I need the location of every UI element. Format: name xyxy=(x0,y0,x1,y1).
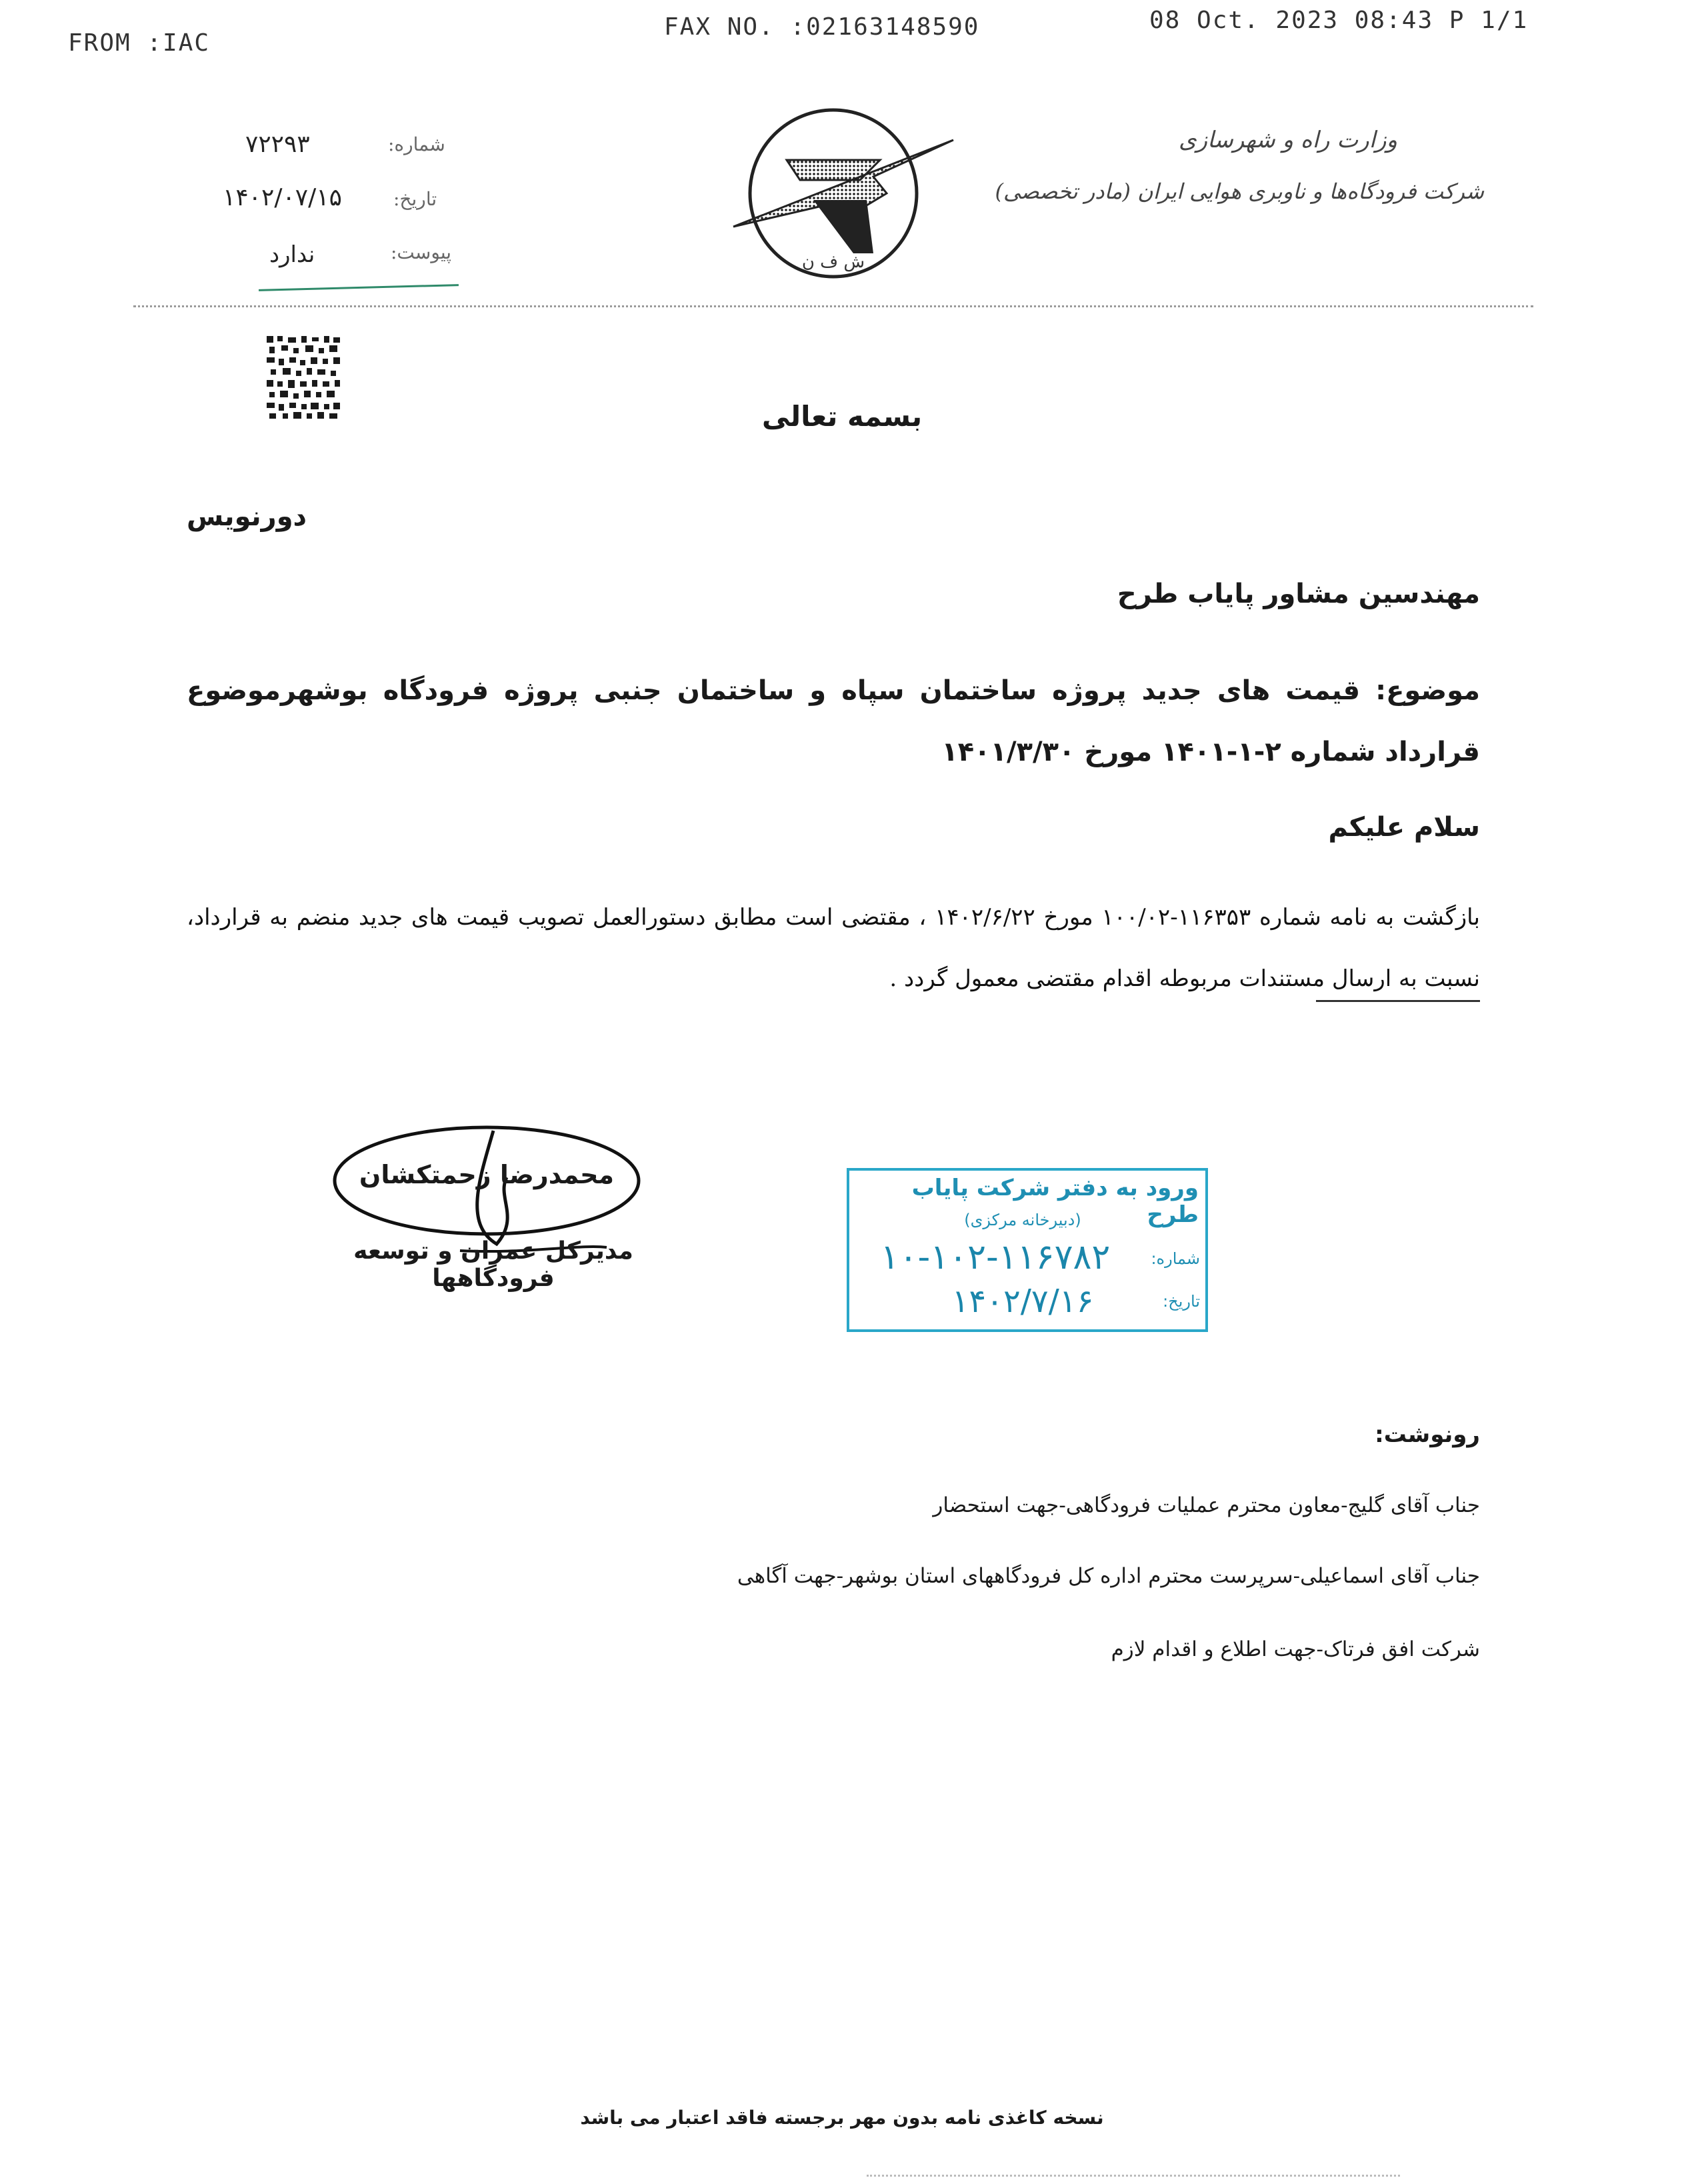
receipt-stamp xyxy=(847,1168,1208,1332)
cc-heading: رونوشت: xyxy=(1375,1421,1480,1448)
footer-note: نسخه کاغذی نامه بدون مهر برجسته فاقد اعتبار می باشد xyxy=(580,2107,1104,2129)
letterhead-line-2: شرکت فرودگاه‌ها و ناوبری هوایی ایران (مادر تخصصی) xyxy=(995,179,1484,204)
attachment-label: پیوست: xyxy=(391,241,452,263)
header-separator xyxy=(133,305,1533,307)
date-label: تاریخ: xyxy=(393,188,437,210)
body-paragraph: بازگشت به نامه شماره ۱۱۶۳۵۳-۱۰۰/۰۲ مورخ ۱۴۰۲/۶/۲۲ ، مقتضی است مطابق دستورالعمل تصویب قیمت های جدید منضم به قرارداد، نسبت به ارسال مستندات مربوطه اقدام مقتضی معمول گردد . xyxy=(187,904,1480,992)
recipient: مهندسین مشاور پایاب طرح xyxy=(1117,579,1480,609)
letterhead-line-1: وزارت راه و شهرسازی xyxy=(1178,127,1397,153)
letter-number: ۷۲۲۹۳ xyxy=(245,131,310,158)
page-title: بسمه تعالی xyxy=(761,400,923,433)
cc-item: جناب آقای گلیج-معاون محترم عملیات فرودگاهی-جهت استحضار xyxy=(933,1493,1480,1517)
stamp-subtitle: (دبیرخانه مرکزی) xyxy=(964,1211,1081,1229)
qr-code xyxy=(264,333,343,421)
fax-datetime: 08 Oct. 2023 08:43 P 1/1 xyxy=(1149,7,1529,34)
subject: موضوع: قیمت های جدید پروژه ساختمان سپاه و ساختمان جنبی پروژه فرودگاه بوشهرموضوع قرارداد شماره ۲-۱-۱۴۰۱ مورخ ۱۴۰۱/۳/۳۰ xyxy=(187,675,1480,767)
cc-item: شرکت افق فرتاک-جهت اطلاع و اقدام لازم xyxy=(1111,1637,1480,1661)
stamp-date-label: تاریخ: xyxy=(1163,1292,1200,1311)
fax-number: FAX NO. :02163148590 xyxy=(664,13,980,41)
fax-from: FROM :IAC xyxy=(68,29,211,57)
number-label: شماره: xyxy=(388,133,445,155)
stamp-date-value: ۱۴۰۲/۷/۱۶ xyxy=(951,1283,1094,1320)
greeting: سلام علیکم xyxy=(1328,812,1480,843)
footer-faint-line xyxy=(867,2175,1400,2177)
stamp-title: ورود به دفتر شرکت پایاب طرح xyxy=(911,1175,1199,1228)
letter-date: ۱۴۰۲/۰۷/۱۵ xyxy=(223,184,342,211)
attachment-underline xyxy=(259,284,459,291)
fax-copy-label: دورنویس xyxy=(187,501,307,532)
organization-logo xyxy=(700,100,967,280)
body-underline xyxy=(1316,1000,1480,1002)
signatory-name: محمدرضا زحمتکشان xyxy=(359,1160,615,1189)
signatory-title: مدیرکل عمران و توسعه فرودگاهها xyxy=(353,1237,633,1292)
attachment-value: ندارد xyxy=(269,241,315,268)
stamp-number-value: ۱۰-۱۰۲-۱۱۶۷۸۲ xyxy=(880,1237,1111,1277)
stamp-number-label: شماره: xyxy=(1151,1249,1200,1268)
cc-item: جناب آقای اسماعیلی-سرپرست محترم اداره کل فرودگاههای استان بوشهر-جهت آگاهی xyxy=(737,1564,1480,1588)
logo-text: ش ف ن xyxy=(801,252,865,272)
